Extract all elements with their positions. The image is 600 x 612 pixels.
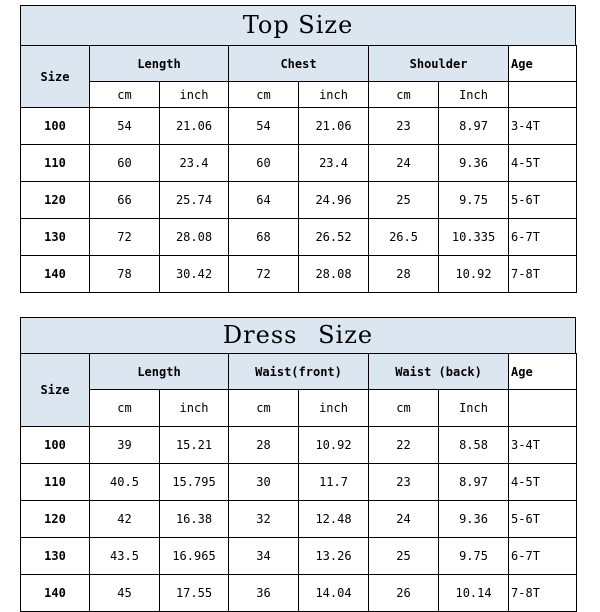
dress-size-table <box>20 353 577 612</box>
value-cell: 28 <box>369 256 439 293</box>
table-row <box>21 464 577 501</box>
unit-cell: inch <box>160 82 229 108</box>
unit-cell: Inch <box>439 390 509 427</box>
value-cell: 23.4 <box>299 145 369 182</box>
value-cell: 54 <box>229 108 299 145</box>
value-cell: 21.06 <box>299 108 369 145</box>
size-header: Size <box>21 354 90 427</box>
value-cell: 23.4 <box>160 145 229 182</box>
value-cell: 24 <box>369 145 439 182</box>
value-cell: 26 <box>369 575 439 612</box>
table-row <box>21 182 577 219</box>
dress-size-title: Dress Size <box>20 317 576 353</box>
size-cell: 120 <box>21 182 90 219</box>
value-cell: 8.97 <box>439 108 509 145</box>
size-cell: 100 <box>21 108 90 145</box>
value-cell: 9.75 <box>439 182 509 219</box>
value-cell: 28.08 <box>299 256 369 293</box>
value-cell: 10.335 <box>439 219 509 256</box>
table-header-row <box>21 46 577 82</box>
value-cell: 12.48 <box>299 501 369 538</box>
size-header: Size <box>21 46 90 108</box>
value-cell: 14.04 <box>299 575 369 612</box>
value-cell: 40.5 <box>90 464 160 501</box>
value-cell: 36 <box>229 575 299 612</box>
waist-front-header: Waist(front) <box>229 354 369 390</box>
table-row <box>21 108 577 145</box>
value-cell: 23 <box>369 464 439 501</box>
size-cell: 140 <box>21 575 90 612</box>
value-cell: 42 <box>90 501 160 538</box>
value-cell: 9.75 <box>439 538 509 575</box>
value-cell: 10.92 <box>299 427 369 464</box>
value-cell: 25 <box>369 538 439 575</box>
value-cell: 72 <box>90 219 160 256</box>
length-header: Length <box>90 354 229 390</box>
age-cell: 5-6T <box>509 501 577 538</box>
value-cell: 24.96 <box>299 182 369 219</box>
table-row <box>21 575 577 612</box>
table-row <box>21 145 577 182</box>
value-cell: 9.36 <box>439 501 509 538</box>
table-row <box>21 427 577 464</box>
value-cell: 68 <box>229 219 299 256</box>
value-cell: 78 <box>90 256 160 293</box>
size-cell: 100 <box>21 427 90 464</box>
value-cell: 17.55 <box>160 575 229 612</box>
unit-cell: cm <box>369 390 439 427</box>
table-row <box>21 538 577 575</box>
size-cell: 130 <box>21 538 90 575</box>
table-row <box>21 256 577 293</box>
table-header-row <box>21 354 577 390</box>
length-header: Length <box>90 46 229 82</box>
age-cell: 7-8T <box>509 256 577 293</box>
value-cell: 54 <box>90 108 160 145</box>
unit-row <box>21 82 577 108</box>
value-cell: 26.52 <box>299 219 369 256</box>
size-chart <box>20 5 576 612</box>
age-cell: 6-7T <box>509 538 577 575</box>
value-cell: 16.38 <box>160 501 229 538</box>
size-cell: 110 <box>21 464 90 501</box>
value-cell: 32 <box>229 501 299 538</box>
value-cell: 28 <box>229 427 299 464</box>
value-cell: 8.58 <box>439 427 509 464</box>
value-cell: 30.42 <box>160 256 229 293</box>
age-cell: 7-8T <box>509 575 577 612</box>
size-cell: 120 <box>21 501 90 538</box>
top-size-table <box>20 45 577 293</box>
age-header: Age <box>509 46 577 82</box>
unit-cell: inch <box>160 390 229 427</box>
value-cell: 15.21 <box>160 427 229 464</box>
value-cell: 60 <box>229 145 299 182</box>
age-cell: 6-7T <box>509 219 577 256</box>
value-cell: 60 <box>90 145 160 182</box>
value-cell: 10.92 <box>439 256 509 293</box>
value-cell: 26.5 <box>369 219 439 256</box>
value-cell: 25.74 <box>160 182 229 219</box>
value-cell: 72 <box>229 256 299 293</box>
unit-cell: cm <box>369 82 439 108</box>
value-cell: 15.795 <box>160 464 229 501</box>
value-cell: 43.5 <box>90 538 160 575</box>
value-cell: 34 <box>229 538 299 575</box>
table-row <box>21 219 577 256</box>
unit-row <box>21 390 577 427</box>
value-cell: 11.7 <box>299 464 369 501</box>
chest-header: Chest <box>229 46 369 82</box>
unit-cell-empty <box>509 390 577 427</box>
value-cell: 23 <box>369 108 439 145</box>
value-cell: 10.14 <box>439 575 509 612</box>
table-row <box>21 501 577 538</box>
value-cell: 9.36 <box>439 145 509 182</box>
value-cell: 45 <box>90 575 160 612</box>
age-cell: 5-6T <box>509 182 577 219</box>
value-cell: 16.965 <box>160 538 229 575</box>
unit-cell: Inch <box>439 82 509 108</box>
shoulder-header: Shoulder <box>369 46 509 82</box>
size-cell: 110 <box>21 145 90 182</box>
value-cell: 21.06 <box>160 108 229 145</box>
value-cell: 24 <box>369 501 439 538</box>
unit-cell: cm <box>90 390 160 427</box>
section-gap <box>20 293 576 317</box>
age-header: Age <box>509 354 577 390</box>
value-cell: 28.08 <box>160 219 229 256</box>
unit-cell: inch <box>299 82 369 108</box>
value-cell: 13.26 <box>299 538 369 575</box>
waist-back-header: Waist (back) <box>369 354 509 390</box>
value-cell: 30 <box>229 464 299 501</box>
unit-cell: cm <box>90 82 160 108</box>
value-cell: 64 <box>229 182 299 219</box>
age-cell: 4-5T <box>509 464 577 501</box>
value-cell: 39 <box>90 427 160 464</box>
value-cell: 8.97 <box>439 464 509 501</box>
top-size-title: Top Size <box>20 5 576 45</box>
value-cell: 25 <box>369 182 439 219</box>
age-cell: 3-4T <box>509 427 577 464</box>
unit-cell-empty <box>509 82 577 108</box>
age-cell: 4-5T <box>509 145 577 182</box>
unit-cell: cm <box>229 390 299 427</box>
size-cell: 140 <box>21 256 90 293</box>
unit-cell: cm <box>229 82 299 108</box>
value-cell: 22 <box>369 427 439 464</box>
age-cell: 3-4T <box>509 108 577 145</box>
unit-cell: inch <box>299 390 369 427</box>
value-cell: 66 <box>90 182 160 219</box>
size-cell: 130 <box>21 219 90 256</box>
